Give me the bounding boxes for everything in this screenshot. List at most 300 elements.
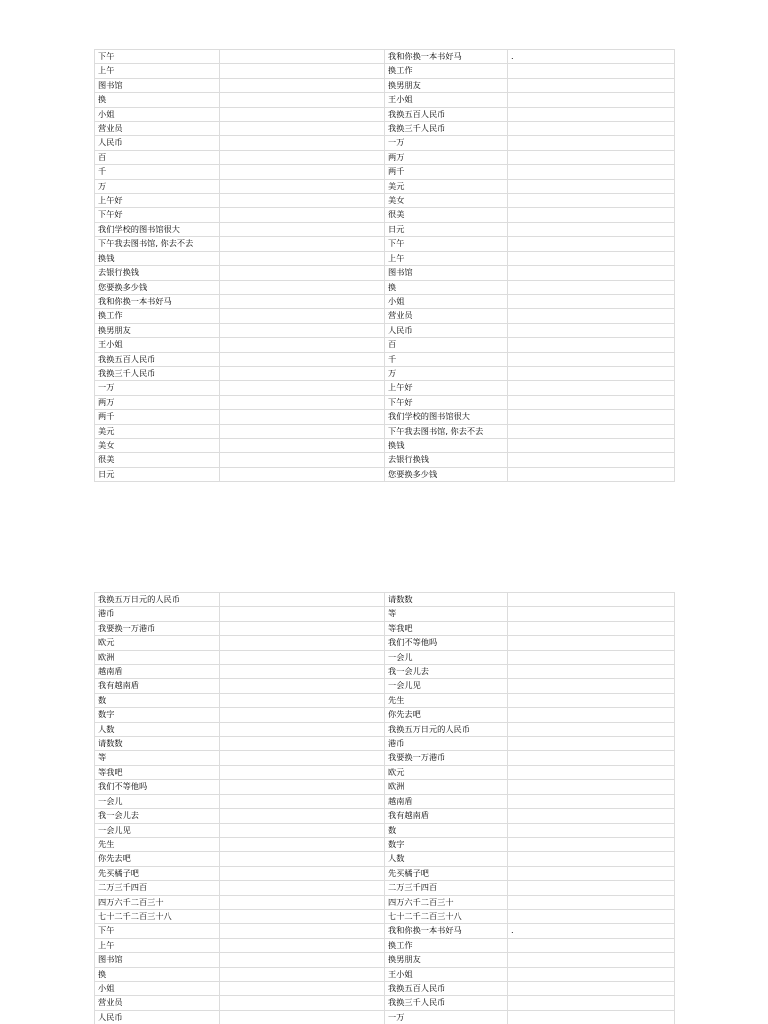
table-cell	[508, 679, 675, 693]
table-cell: 万	[385, 366, 508, 380]
table-cell	[508, 938, 675, 952]
table-cell	[220, 338, 385, 352]
table-cell	[508, 780, 675, 794]
table-row	[95, 467, 675, 481]
table-cell: 换工作	[95, 309, 220, 323]
table-cell	[508, 352, 675, 366]
table-cell	[508, 208, 675, 222]
table-cell	[220, 352, 385, 366]
table-row	[95, 410, 675, 424]
table-row	[95, 309, 675, 323]
table-cell	[508, 665, 675, 679]
table-cell: 我们学校的图书馆很大	[385, 410, 508, 424]
table-cell	[220, 823, 385, 837]
table-cell	[508, 323, 675, 337]
table-cell	[508, 309, 675, 323]
table-cell	[508, 693, 675, 707]
table-cell	[220, 266, 385, 280]
table-cell	[508, 708, 675, 722]
table-cell: 换	[385, 280, 508, 294]
table-row	[95, 996, 675, 1010]
table-cell: 我换五百人民币	[385, 107, 508, 121]
table-row	[95, 93, 675, 107]
table-cell: 我换五万日元的人民币	[95, 593, 220, 607]
table-cell: 你先去吧	[385, 708, 508, 722]
table-row	[95, 866, 675, 880]
table-cell	[508, 338, 675, 352]
table-row	[95, 607, 675, 621]
table-cell	[220, 294, 385, 308]
table-cell	[508, 78, 675, 92]
table-cell: 我一会儿去	[385, 665, 508, 679]
table-cell: 七十二千二百三十八	[385, 909, 508, 923]
table-row	[95, 909, 675, 923]
table-cell	[508, 136, 675, 150]
table-cell: 越南盾	[95, 665, 220, 679]
table-cell: 我有越南盾	[385, 809, 508, 823]
table-cell	[220, 679, 385, 693]
table-cell	[508, 366, 675, 380]
table-cell: 下午好	[385, 395, 508, 409]
table-cell: 等	[385, 607, 508, 621]
table-cell: .	[508, 924, 675, 938]
table-row	[95, 737, 675, 751]
table-cell: 换男朋友	[385, 953, 508, 967]
table-cell	[508, 165, 675, 179]
table-row	[95, 665, 675, 679]
table-cell: 一万	[385, 136, 508, 150]
table-cell	[220, 237, 385, 251]
table-cell: 一万	[95, 381, 220, 395]
table-row	[95, 251, 675, 265]
table-cell	[220, 938, 385, 952]
table-cell	[220, 895, 385, 909]
table-row	[95, 650, 675, 664]
table-cell	[508, 179, 675, 193]
table-cell: 换钱	[385, 438, 508, 452]
table-cell: 千	[95, 165, 220, 179]
table-cell	[220, 981, 385, 995]
table-cell	[220, 50, 385, 64]
table-cell: 很美	[385, 208, 508, 222]
table-cell: 我们学校的图书馆很大	[95, 222, 220, 236]
table-cell: 一会儿见	[95, 823, 220, 837]
table-cell: 四万六千二百三十	[385, 895, 508, 909]
table-cell	[508, 996, 675, 1010]
table-cell: 小姐	[95, 107, 220, 121]
table-cell	[220, 309, 385, 323]
table-cell	[508, 837, 675, 851]
table-cell	[220, 996, 385, 1010]
table-cell	[508, 636, 675, 650]
table-cell: 两千	[95, 410, 220, 424]
table-cell: 下午	[95, 924, 220, 938]
table-cell: 上午好	[385, 381, 508, 395]
table-cell: 您要换多少钱	[385, 467, 508, 481]
table-cell: 我有越南盾	[95, 679, 220, 693]
table-row	[95, 381, 675, 395]
table-cell	[508, 967, 675, 981]
table-cell: 欧元	[385, 765, 508, 779]
table-row	[95, 593, 675, 607]
table-cell: 换	[95, 967, 220, 981]
table-cell: 人民币	[385, 323, 508, 337]
table-cell	[508, 809, 675, 823]
table-cell: 去银行换钱	[95, 266, 220, 280]
table-cell: 万	[95, 179, 220, 193]
table-cell	[508, 981, 675, 995]
table-cell	[508, 607, 675, 621]
table-cell: 我换三千人民币	[95, 366, 220, 380]
table-cell: 两万	[385, 150, 508, 164]
table-cell	[508, 650, 675, 664]
table-cell	[220, 453, 385, 467]
table-cell: .	[508, 50, 675, 64]
table-row	[95, 266, 675, 280]
vocabulary-table-1	[94, 49, 675, 482]
table-cell: 先买橘子吧	[95, 866, 220, 880]
table-cell: 两千	[385, 165, 508, 179]
table-cell	[220, 93, 385, 107]
table-cell	[220, 165, 385, 179]
table-cell: 港币	[385, 737, 508, 751]
table-cell: 您要换多少钱	[95, 280, 220, 294]
table-row	[95, 780, 675, 794]
table-row	[95, 107, 675, 121]
table-cell: 营业员	[95, 996, 220, 1010]
table-cell: 图书馆	[385, 266, 508, 280]
table-cell: 下午我去图书馆, 你去不去	[95, 237, 220, 251]
table-cell: 换钱	[95, 251, 220, 265]
table-cell	[220, 438, 385, 452]
table-cell: 小姐	[385, 294, 508, 308]
table-cell: 你先去吧	[95, 852, 220, 866]
table-cell: 先生	[95, 837, 220, 851]
table-cell	[220, 194, 385, 208]
table-cell	[220, 693, 385, 707]
table-cell: 我要换一万港币	[385, 751, 508, 765]
table-cell	[508, 453, 675, 467]
table-row	[95, 165, 675, 179]
table-cell	[508, 1010, 675, 1024]
table-cell	[220, 765, 385, 779]
table-cell	[220, 621, 385, 635]
table-cell	[508, 467, 675, 481]
table-cell	[508, 280, 675, 294]
table-row	[95, 50, 675, 64]
table-cell	[508, 294, 675, 308]
table-row	[95, 722, 675, 736]
table-row	[95, 809, 675, 823]
table-cell	[508, 266, 675, 280]
table-cell: 千	[385, 352, 508, 366]
table-cell	[220, 953, 385, 967]
table-row	[95, 852, 675, 866]
table-cell: 美元	[95, 424, 220, 438]
table-cell	[220, 395, 385, 409]
table-cell	[220, 751, 385, 765]
table-cell	[508, 381, 675, 395]
table-cell: 先生	[385, 693, 508, 707]
table-cell: 我和你换一本书好马	[95, 294, 220, 308]
table-cell	[220, 737, 385, 751]
table-row	[95, 150, 675, 164]
table-cell: 百	[385, 338, 508, 352]
table-cell: 营业员	[385, 309, 508, 323]
table-row	[95, 765, 675, 779]
table-row	[95, 895, 675, 909]
table-cell	[508, 122, 675, 136]
table-cell: 两万	[95, 395, 220, 409]
table-cell	[508, 737, 675, 751]
table-cell: 上午	[95, 64, 220, 78]
table-cell	[508, 765, 675, 779]
table-cell: 美女	[385, 194, 508, 208]
table-cell	[508, 794, 675, 808]
table-cell	[508, 107, 675, 121]
table-cell: 日元	[95, 467, 220, 481]
table-cell: 美元	[385, 179, 508, 193]
table-cell	[220, 636, 385, 650]
table-cell: 美女	[95, 438, 220, 452]
table-cell	[508, 866, 675, 880]
table-cell: 很美	[95, 453, 220, 467]
table-cell: 数	[385, 823, 508, 837]
table-cell	[508, 237, 675, 251]
table-cell	[508, 222, 675, 236]
table-cell	[220, 410, 385, 424]
table-cell	[220, 837, 385, 851]
table-cell: 百	[95, 150, 220, 164]
table-row	[95, 938, 675, 952]
table-cell	[508, 395, 675, 409]
table-cell	[220, 866, 385, 880]
table-row	[95, 222, 675, 236]
table-row	[95, 881, 675, 895]
table-cell: 人数	[95, 722, 220, 736]
table-cell: 我一会儿去	[95, 809, 220, 823]
table-cell: 换男朋友	[385, 78, 508, 92]
table-cell	[220, 794, 385, 808]
table-cell: 七十二千二百三十八	[95, 909, 220, 923]
table-cell	[220, 222, 385, 236]
table-cell: 下午好	[95, 208, 220, 222]
table-cell	[220, 809, 385, 823]
table-cell: 下午我去图书馆, 你去不去	[385, 424, 508, 438]
table-cell: 二万三千四百	[385, 881, 508, 895]
table-cell	[508, 64, 675, 78]
table-cell	[220, 1010, 385, 1024]
table-cell	[508, 751, 675, 765]
table-cell	[220, 593, 385, 607]
table-cell	[508, 909, 675, 923]
table-cell	[508, 881, 675, 895]
table-cell: 王小姐	[385, 967, 508, 981]
table-row	[95, 636, 675, 650]
table-cell	[220, 467, 385, 481]
table-cell: 先买橘子吧	[385, 866, 508, 880]
table-row	[95, 64, 675, 78]
table-row	[95, 280, 675, 294]
table-cell	[220, 708, 385, 722]
table-cell: 人数	[385, 852, 508, 866]
table-cell: 请数数	[95, 737, 220, 751]
table-cell	[508, 722, 675, 736]
table-cell	[508, 93, 675, 107]
table-row	[95, 438, 675, 452]
table-cell: 一会儿	[385, 650, 508, 664]
table-row	[95, 424, 675, 438]
table-row	[95, 122, 675, 136]
table-cell	[508, 621, 675, 635]
table-cell	[508, 194, 675, 208]
table-row	[95, 1010, 675, 1024]
vocabulary-table-2	[94, 592, 675, 1024]
table-row	[95, 179, 675, 193]
table-cell	[220, 722, 385, 736]
table-row	[95, 679, 675, 693]
table-row	[95, 352, 675, 366]
table-cell: 换	[95, 93, 220, 107]
table-cell: 王小姐	[95, 338, 220, 352]
table-cell: 请数数	[385, 593, 508, 607]
table-cell: 欧洲	[95, 650, 220, 664]
table-cell	[220, 251, 385, 265]
table-row	[95, 621, 675, 635]
table-row	[95, 967, 675, 981]
table-cell: 人民币	[95, 136, 220, 150]
table-row	[95, 323, 675, 337]
table-cell: 等我吧	[385, 621, 508, 635]
table-cell: 我换五百人民币	[95, 352, 220, 366]
table-cell	[220, 665, 385, 679]
table-cell: 我换五百人民币	[385, 981, 508, 995]
table-cell: 一会儿见	[385, 679, 508, 693]
table-cell	[220, 650, 385, 664]
table-cell: 营业员	[95, 122, 220, 136]
table-cell	[220, 607, 385, 621]
table-cell: 日元	[385, 222, 508, 236]
table-cell: 数字	[95, 708, 220, 722]
table-row	[95, 953, 675, 967]
table-cell	[220, 780, 385, 794]
table-cell	[220, 136, 385, 150]
table-cell: 我和你换一本书好马	[385, 924, 508, 938]
table-cell	[508, 852, 675, 866]
table-row	[95, 366, 675, 380]
table-cell: 等	[95, 751, 220, 765]
table-cell	[508, 895, 675, 909]
table-cell: 我要换一万港币	[95, 621, 220, 635]
table-cell: 一万	[385, 1010, 508, 1024]
table-cell	[220, 122, 385, 136]
table-cell: 我换三千人民币	[385, 996, 508, 1010]
table-cell	[508, 410, 675, 424]
table-row	[95, 194, 675, 208]
table-cell: 二万三千四百	[95, 881, 220, 895]
table-row	[95, 837, 675, 851]
table-cell	[508, 953, 675, 967]
table-cell: 数	[95, 693, 220, 707]
table-cell	[220, 107, 385, 121]
table-cell	[508, 424, 675, 438]
table-row	[95, 78, 675, 92]
table-cell: 换工作	[385, 938, 508, 952]
table-cell: 图书馆	[95, 78, 220, 92]
table-cell	[220, 381, 385, 395]
table-cell: 我和你换一本书好马	[385, 50, 508, 64]
table-cell: 我换三千人民币	[385, 122, 508, 136]
table-cell	[220, 150, 385, 164]
table-cell: 图书馆	[95, 953, 220, 967]
table-row	[95, 924, 675, 938]
table-row	[95, 453, 675, 467]
table-cell: 换男朋友	[95, 323, 220, 337]
table-cell	[220, 909, 385, 923]
table-row	[95, 693, 675, 707]
table-cell	[220, 852, 385, 866]
table-cell	[220, 967, 385, 981]
table-row	[95, 823, 675, 837]
table-cell: 欧洲	[385, 780, 508, 794]
table-cell	[220, 179, 385, 193]
table-cell	[508, 823, 675, 837]
table-cell	[508, 251, 675, 265]
table-row	[95, 208, 675, 222]
table-cell: 四万六千二百三十	[95, 895, 220, 909]
table-row	[95, 794, 675, 808]
table-row	[95, 237, 675, 251]
table-cell: 一会儿	[95, 794, 220, 808]
table-cell	[220, 881, 385, 895]
table-cell	[508, 150, 675, 164]
table-row	[95, 136, 675, 150]
table-row	[95, 338, 675, 352]
table-cell: 我们不等他吗	[385, 636, 508, 650]
table-row	[95, 395, 675, 409]
table-cell: 数字	[385, 837, 508, 851]
table-cell	[508, 438, 675, 452]
table-cell	[220, 64, 385, 78]
table-cell	[220, 366, 385, 380]
table-row	[95, 294, 675, 308]
table-cell: 小姐	[95, 981, 220, 995]
table-cell: 等我吧	[95, 765, 220, 779]
table-cell: 越南盾	[385, 794, 508, 808]
table-cell: 港币	[95, 607, 220, 621]
table-cell: 下午	[385, 237, 508, 251]
table-cell: 换工作	[385, 64, 508, 78]
table-cell: 欧元	[95, 636, 220, 650]
table-row	[95, 751, 675, 765]
table-row	[95, 981, 675, 995]
table-cell	[220, 78, 385, 92]
table-cell: 王小姐	[385, 93, 508, 107]
table-cell: 我换五万日元的人民币	[385, 722, 508, 736]
table-cell	[220, 280, 385, 294]
table-cell: 下午	[95, 50, 220, 64]
table-cell	[220, 323, 385, 337]
table-cell: 上午好	[95, 194, 220, 208]
table-cell	[220, 924, 385, 938]
table-cell: 人民币	[95, 1010, 220, 1024]
table-row	[95, 708, 675, 722]
table-cell	[220, 424, 385, 438]
table-cell: 去银行换钱	[385, 453, 508, 467]
table-cell: 我们不等他吗	[95, 780, 220, 794]
table-cell	[508, 593, 675, 607]
table-cell: 上午	[95, 938, 220, 952]
